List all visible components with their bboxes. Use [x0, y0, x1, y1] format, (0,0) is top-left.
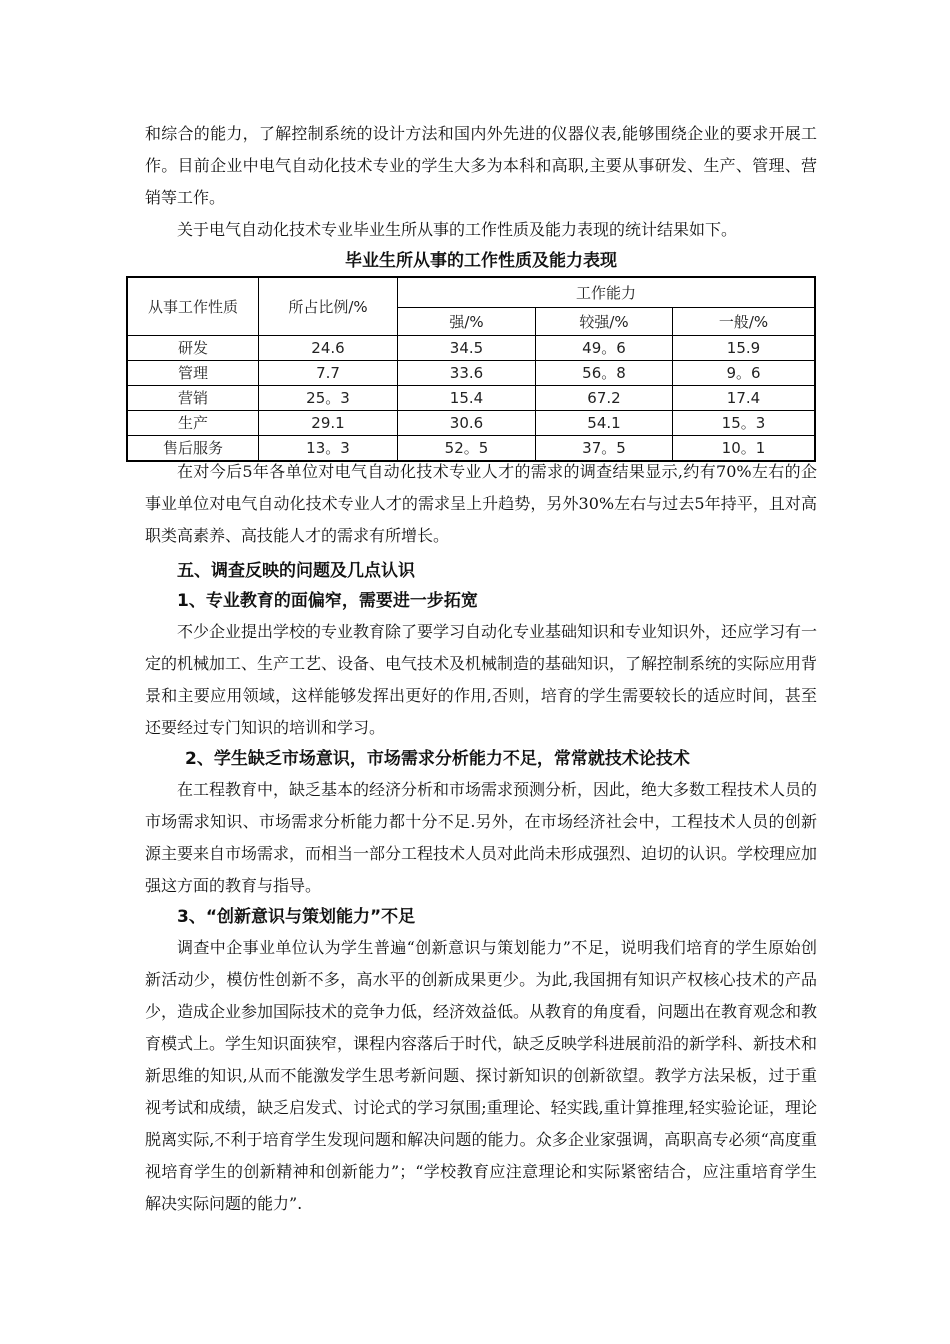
subsection-heading-1: 1、专业教育的面偏窄，需要进一步拓宽	[177, 591, 478, 611]
header-strong: 强/%	[398, 307, 536, 335]
cell-fairly: 49。6	[536, 335, 673, 360]
header-ability: 工作能力	[398, 277, 816, 307]
cell-ratio: 13。3	[259, 435, 398, 461]
cell-type: 管理	[127, 360, 259, 385]
subsection-body-2: 在工程教育中，缺乏基本的经济分析和市场需求预测分析，因此，绝大多数工程技术人员的市场需求知识、市场需求分析能力都十分不足.另外，在市场经济社会中，工程技术人员的创新源主要来自市场需求，而相当一部分工程技术人员对此尚未形成强烈、迫切的认识。学校理应加强这方面的教育与指导。	[145, 780, 818, 895]
subsection-body-1: 不少企业提出学校的专业教育除了要学习自动化专业基础知识和专业知识外，还应学习有一定的机械加工、生产工艺、设备、电气技术及机械制造的基础知识，了解控制系统的实际应用背景和主要应用领域，这样能够发挥出更好的作用,否则，培育的学生需要较长的适应时间，甚至还要经过专门知识的培训和学习。	[145, 622, 818, 737]
cell-type: 研发	[127, 335, 259, 360]
cell-strong: 33.6	[398, 360, 536, 385]
header-average: 一般/%	[673, 307, 816, 335]
cell-strong: 15.4	[398, 385, 536, 410]
cell-average: 15。3	[673, 410, 816, 435]
demand-paragraph: 在对今后5年各单位对电气自动化技术专业人才的需求的调查结果显示,约有70%左右的企事业单位对电气自动化技术专业人才的需求呈上升趋势，另外30%左右与过去5年持平，且对高职类高素养、高技能人才的需求有所增长。	[145, 462, 817, 545]
cell-type: 生产	[127, 410, 259, 435]
table-row	[127, 360, 815, 385]
cell-type: 营销	[127, 385, 259, 410]
document-body	[145, 456, 817, 1220]
cell-ratio: 29.1	[259, 410, 398, 435]
cell-average: 17.4	[673, 385, 816, 410]
header-work-type: 从事工作性质	[127, 277, 259, 335]
cell-ratio: 25。3	[259, 385, 398, 410]
cell-average: 10。1	[673, 435, 816, 461]
table-title: 毕业生所从事的工作性质及能力表现	[345, 251, 617, 271]
cell-ratio: 7.7	[259, 360, 398, 385]
header-fairly-strong: 较强/%	[536, 307, 673, 335]
cell-type: 售后服务	[127, 435, 259, 461]
cell-average: 15.9	[673, 335, 816, 360]
intro-paragraph: 和综合的能力，了解控制系统的设计方法和国内外先进的仪器仪表,能够围绕企业的要求开展工作。目前企业中电气自动化技术专业的学生大多为本科和高职,主要从事研发、生产、管理、营销等工作。	[145, 124, 817, 207]
subsection-body-3: 调查中企事业单位认为学生普遍“创新意识与策划能力”不足，说明我们培育的学生原始创新活动少，模仿性创新不多，高水平的创新成果更少。为此,我国拥有知识产权核心技术的产品少，造成企业参加国际技术的竞争力低，经济效益低。从教育的角度看，问题出在教育观念和教育模式上。学生知识面狭窄，课程内容落后于时代，缺乏反映学科进展前沿的新学科、新技术和新思维的知识,从而不能激发学生思考新问题、探讨新知识的创新欲望。教学方法呆板，过于重视考试和成绩，缺乏启发式、讨论式的学习氛围;重理论、轻实践,重计算推理,轻实验论证，理论脱离实际,不利于培育学生发现问题和解决问题的能力。众多企业家强调，高职高专必须“高度重视培育学生的创新精神和创新能力”；“学校教育应注意理论和实际紧密结合，应注重培育学生解决实际问题的能力”.	[145, 938, 818, 1213]
table-row	[127, 410, 815, 435]
cell-average: 9。6	[673, 360, 816, 385]
cell-strong: 30.6	[398, 410, 536, 435]
table-row	[127, 385, 815, 410]
cell-strong: 34.5	[398, 335, 536, 360]
document-page	[145, 118, 817, 276]
subsection-heading-2: 2、学生缺乏市场意识，市场需求分析能力不足，常常就技术论技术	[185, 749, 690, 769]
cell-strong: 52。5	[398, 435, 536, 461]
cell-fairly: 67.2	[536, 385, 673, 410]
table-row	[127, 335, 815, 360]
section-heading: 五、调查反映的问题及几点认识	[177, 561, 415, 581]
subsection-heading-3: 3、“创新意识与策划能力”不足	[177, 907, 416, 927]
cell-fairly: 56。8	[536, 360, 673, 385]
header-ratio: 所占比例/%	[259, 277, 398, 335]
cell-ratio: 24.6	[259, 335, 398, 360]
stats-table	[126, 276, 816, 462]
cell-fairly: 54.1	[536, 410, 673, 435]
table-lead-paragraph: 关于电气自动化技术专业毕业生所从事的工作性质及能力表现的统计结果如下。	[177, 220, 738, 239]
cell-fairly: 37。5	[536, 435, 673, 461]
